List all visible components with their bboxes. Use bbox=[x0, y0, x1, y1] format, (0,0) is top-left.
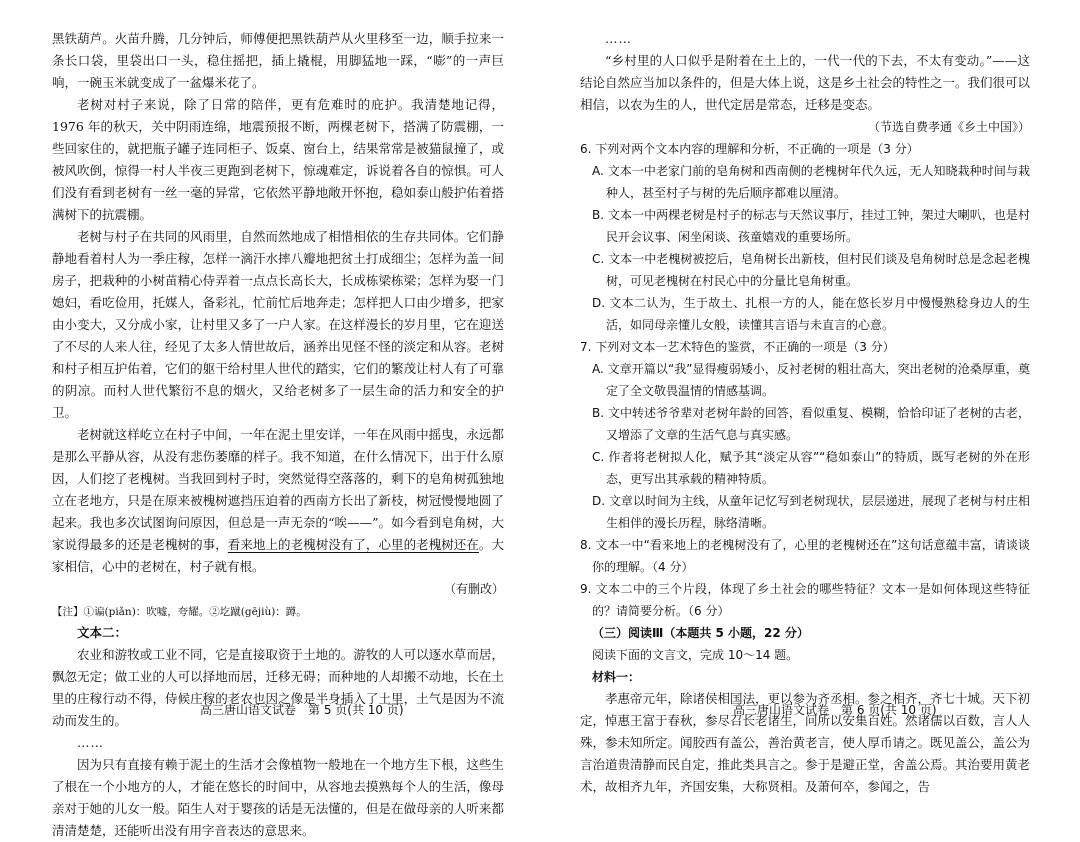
option-b: B. 文中转述爷爷辈对老树年龄的回答，看似重复、模糊，恰恰印证了老树的古老，又增添了文章的生活气息与真实感。 bbox=[592, 406, 1030, 442]
question-6 bbox=[580, 138, 1030, 336]
paragraph-text: 老树就这样屹立在村子中间，一年在泥土里安详，一年在风雨中摇曳，永远都是那么平静从容，从没有悲伤萎靡的样子。我不知道，在什么情况下，出于什么原因，人们挖了老槐树。当我回到村子时，突然觉得空落落的，剩下的皂角树孤独地立在老地方，只是在原来被槐树遮挡压迫着的西南方长出了新枝，树冠慢慢地圆了起来。我也多次试图询问原因，但总是一声无奈的“唉——”。如今看到皂角树，大家说得最多的还是老槐树的事， bbox=[52, 427, 504, 552]
paragraph bbox=[52, 424, 504, 578]
ellipsis: …… bbox=[77, 735, 104, 750]
classical-passage: 孝惠帝元年，除诸侯相国法，更以参为齐丞相。参之相齐，齐七十城。天下初定，悼惠王富于春秋，参尽召长老诸生，问所以安集百姓。然诸儒以百数，言人人殊，参未知所定。闻胶西有盖公，善治黄老言，使人厚币请之。既见盖公，盖公为言治道贵清静而民自定，推此类具言之。参于是避正堂，舍盖公焉。其治要用黄老术，故相齐九年，齐国安集，大称贤相。及萧何卒，参闻之，告 bbox=[580, 691, 1031, 794]
option-c: C. 文本一中老槐树被挖后，皂角树长出新枝，但村民们谈及皂角树时总是念起老槐树，可见老槐树在村民心中的分量比皂角树重。 bbox=[592, 252, 1030, 288]
question-stem: 6. 下列对两个文本内容的理解和分析，不正确的一项是（3 分） bbox=[580, 142, 919, 156]
question-8 bbox=[580, 534, 1030, 578]
paragraph: 老树对村子来说，除了日常的陪伴，更有危难时的庇护。我清楚地记得，1976 年的秋天，关中阴雨连绵，地震预报不断，两棵老树下，搭满了防震棚，一些回家住的，就把瓶子罐子连同柜子、饭桌、窗台上，结果常常是被猫鼠撞了，或被风吹倒，惊得一村人半夜三更跑到老树下，惊魂难定，诉说着各自的惊惧。可人们没有看到老树有一丝一毫的异常，它依然平静地敞开怀抱，稳如泰山般护佑着搭满树下的抗震棚。 bbox=[52, 97, 504, 222]
paragraph-text: 。大家相信，心中的老树在，村子就有根。 bbox=[52, 537, 504, 574]
option-a: A. 文本一中老家门前的皂角树和西南侧的老槐树年代久远，无人知晓栽种时间与栽种人，甚至村子与树的先后顺序都难以厘清。 bbox=[592, 164, 1030, 200]
right-page bbox=[580, 28, 1030, 798]
page-footer: 高三唐山语文试卷 第 6 页(共 10 页) bbox=[733, 703, 937, 717]
text2-heading: 文本二： bbox=[77, 625, 128, 640]
page-footer: 高三唐山语文试卷 第 5 页(共 10 页) bbox=[200, 703, 404, 717]
question-9 bbox=[580, 578, 1030, 622]
underlined-sentence: 看来地上的老槐树没有了，心里的老槐树还在 bbox=[227, 537, 479, 552]
paragraph: 农业和游牧或工业不同，它是直接取资于土地的。游牧的人可以逐水草而居，飘忽无定；做工业的人可以择地而居，迁移无碍；而种地的人却搬不动地，长在土里的庄稼行动不得，侍候庄稼的老农也因之像是半身插入了土里，土气是因为不流动而发生的。 bbox=[52, 647, 504, 728]
paragraph: 黑铁葫芦。火苗升腾，几分钟后，师傅便把黑铁葫芦从火里移至一边，顺手拉来一条长口袋，里袋出口一头，稳住摇把，插上撬棍，用脚猛地一踩，“嘭”的一声巨响，一碗玉米就变成了一盆爆米花了。 bbox=[52, 31, 504, 90]
question-stem: 9. 文本二中的三个片段，体现了乡土社会的哪些特征？文本一是如何体现这些特征的？请简要分析。（6 分） bbox=[580, 582, 1030, 618]
option-c: C. 作者将老树拟人化，赋予其“淡定从容”“稳如泰山”的特质，既写老树的外在形态，更写出其承载的精神特质。 bbox=[592, 450, 1030, 486]
footnote: 【注】①谝(piǎn)：吹嘘，夸耀。②圪蹴(gējiù)：蹲。 bbox=[52, 606, 307, 618]
question-stem: 7. 下列对文本一艺术特色的鉴赏，不正确的一项是（3 分） bbox=[580, 340, 895, 354]
source-note: （节选自费孝通《乡土中国》） bbox=[867, 120, 1030, 134]
source-note: （有删改） bbox=[443, 582, 504, 596]
paragraph: 因为只有直接有赖于泥土的生活才会像植物一般地在一个地方生下根，这些生了根在一个小地方的人，才能在悠长的时间中，从容地去摸熟每个人的生活，像母亲对于她的儿女一般。陌生人对于婴孩的话是无法懂的，但是在做母亲的人听来都清清楚楚，还能听出没有用字音表达的意思来。 bbox=[52, 757, 504, 838]
option-b: B. 文本一中两棵老树是村子的标志与天然议事厅，挂过工钟，架过大喇叭，也是村民开会议事、闲坐闲谈、孩童嬉戏的重要场所。 bbox=[592, 208, 1030, 244]
instructions: 阅读下面的文言文，完成 10～14 题。 bbox=[592, 648, 799, 662]
ellipsis: …… bbox=[605, 31, 632, 46]
material-heading: 材料一： bbox=[592, 670, 641, 684]
paragraph: “乡村里的人口似乎是附着在土上的，一代一代的下去，不太有变动。”——这结论自然应当加以条件的，但是大体上说，这是乡土社会的特性之一。我们很可以相信，以农为生的人，世代定居是常态，迁移是变态。 bbox=[580, 53, 1031, 112]
question-stem: 8. 文本一中“看来地上的老槐树没有了，心里的老槐树还在”这句话意蕴丰富，请谈谈你的理解。（4 分） bbox=[580, 538, 1030, 574]
left-page bbox=[52, 28, 504, 842]
option-d: D. 文章以时间为主线，从童年记忆写到老树现状，层层递进，展现了老树与村庄相生相伴的漫长历程，脉络清晰。 bbox=[592, 494, 1030, 530]
question-7 bbox=[580, 336, 1030, 534]
option-d: D. 文本二认为，生于故土、扎根一方的人，能在悠长岁月中慢慢熟稔身边人的生活，如同母亲懂儿女般，读懂其言语与未直言的心意。 bbox=[592, 296, 1030, 332]
paragraph: 老树与村子在共同的风雨里，自然而然地成了相惜相依的生存共同体。它们静静地看着村人为一季庄稼，怎样一滴汗水摔八瓣地把贫土打成细尘；怎样为盖一间房子，把栽种的小树苗精心侍弄着一点点长高长大，长成栋梁栋梁；怎样为娶一门媳妇，看吃俭用，托媒人，备彩礼，忙前忙后地奔走；怎样把人口由少增多，把家由小变大，又分成小家，让村里又多了一户人家。在这样漫长的岁月里，它在迎送了不尽的人来人往，经见了太多人情世故后，涵养出见怪不怪的淡定和从容。老树和村子相互护佑着，它们的躯干给村里人世代的踏实，它们的繁茂让村人有了可靠的阴凉。而村人世代繁衍不息的烟火，又给老树多了一层生命的活力和安全的护卫。 bbox=[52, 229, 504, 420]
option-a: A. 文章开篇以“我”显得瘦弱矮小，反衬老树的粗壮高大，突出老树的沧桑厚重，奠定了全文敬畏温情的情感基调。 bbox=[592, 362, 1030, 398]
section-heading: （三）阅读Ⅲ（本题共 5 小题，22 分） bbox=[592, 626, 809, 640]
